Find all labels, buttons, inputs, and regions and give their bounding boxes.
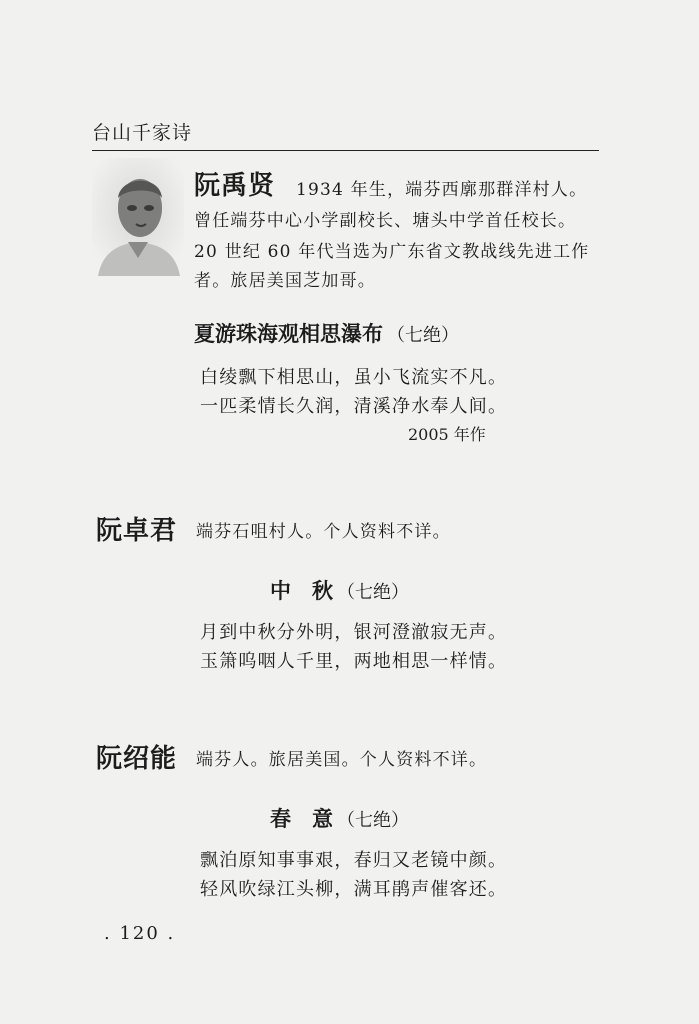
author-portrait-photo (92, 158, 184, 276)
poem-date-note: 2005 年作 (408, 425, 486, 444)
running-header: 台山千家诗 (92, 122, 193, 144)
header-rule (92, 150, 599, 151)
poem-title-text: 中 秋 (270, 579, 333, 603)
poem-title (194, 318, 459, 348)
poem-form: （七绝） (337, 810, 409, 831)
author-bio-line: 曾任端芬中心小学副校长、塘头中学首任校长。 (194, 211, 577, 231)
poem-form: （七绝） (387, 325, 459, 346)
author-name: 阮绍能 (96, 744, 178, 774)
author-bio-line: 端芬石咀村人。个人资料不详。 (196, 522, 451, 542)
poem-line: 月到中秋分外明，银河澄澈寂无声。 (200, 622, 508, 643)
poem-line: 一匹柔情长久润，清溪净水奉人间。 (200, 396, 508, 417)
poem-form: （七绝） (337, 582, 409, 603)
poem-line: 白绫飘下相思山，虽小飞流实不凡。 (200, 367, 508, 388)
poem-line: 玉箫呜咽人千里，两地相思一样情。 (200, 651, 508, 672)
author-name: 阮禹贤 (194, 171, 276, 201)
poem-title-text: 夏游珠海观相思瀑布 (194, 322, 383, 346)
author-bio-line: 者。旅居美国芝加哥。 (194, 271, 376, 291)
poem-title (270, 575, 409, 605)
author-bio-line: 端芬人。旅居美国。个人资料不详。 (196, 750, 488, 770)
poem-line: 飘泊原知事事艰，春归又老镜中颜。 (200, 850, 508, 871)
page-number: . 120 . (104, 923, 176, 944)
author-bio-line: 1934 年生，端芬西廓那群洋村人。 (296, 180, 588, 200)
author-bio-line: 20 世纪 60 年代当选为广东省文教战线先进工作 (194, 242, 590, 262)
poem-title (270, 803, 409, 833)
poem-line: 轻风吹绿江头柳，满耳鹃声催客还。 (200, 879, 508, 900)
author-name: 阮卓君 (96, 516, 178, 546)
poem-title-text: 春 意 (270, 807, 333, 831)
